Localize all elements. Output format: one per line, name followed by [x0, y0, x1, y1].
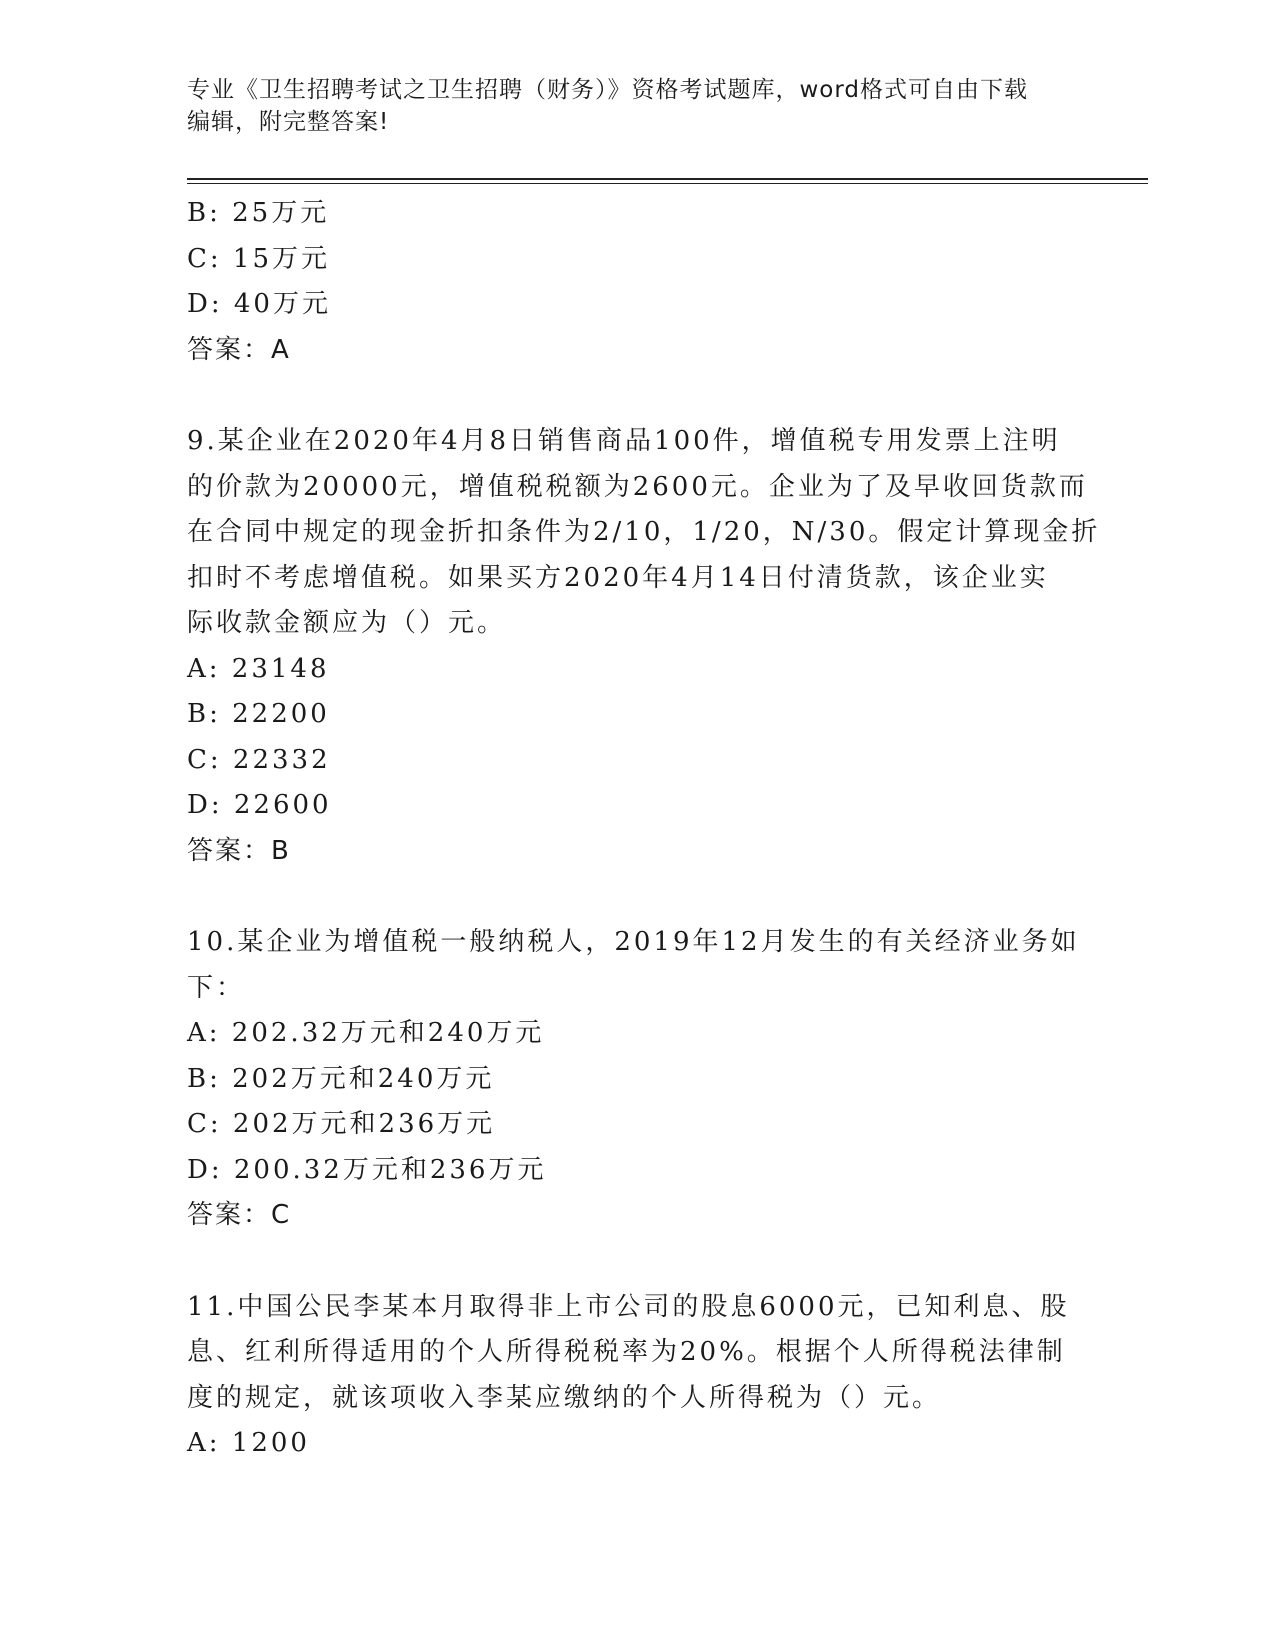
question-stem-line: 扣时不考虑增值税。如果买方2020年4月14日付清货款，该企业实 — [187, 562, 1049, 593]
question-11 — [187, 1285, 1087, 1467]
option-b: B: 25万元 — [187, 198, 330, 228]
option-a: A: 202.32万元和240万元 — [187, 1018, 545, 1048]
spacer — [187, 373, 1087, 419]
document-header — [187, 74, 1087, 138]
answer-line: 答案：A — [187, 334, 291, 365]
option-b: B: 22200 — [187, 699, 330, 729]
header-divider-thick — [187, 178, 1148, 180]
option-d: D: 40万元 — [187, 289, 331, 319]
answer-line: 答案：B — [187, 835, 291, 866]
question-stem-line: 在合同中规定的现金折扣条件为2/10，1/20，N/30。假定计算现金折 — [187, 517, 1101, 547]
header-divider-thin — [187, 183, 1148, 184]
option-a: A: 1200 — [187, 1428, 310, 1458]
answer-line: 答案：C — [187, 1200, 292, 1230]
option-a: A: 23148 — [187, 653, 330, 684]
question-stem-line: 息、红利所得适用的个人所得税税率为20%。根据个人所得税法律制 — [187, 1337, 1066, 1367]
question-9 — [187, 419, 1101, 874]
question-stem-line: 下： — [187, 972, 246, 1003]
question-stem-line: 11.中国公民李某本月取得非上市公司的股息6000元，已知利息、股 — [187, 1291, 1070, 1322]
option-d: D: 22600 — [187, 790, 332, 820]
option-c: C: 202万元和236万元 — [187, 1109, 496, 1139]
question-stem-line: 9.某企业在2020年4月8日销售商品100件，增值税专用发票上注明 — [187, 426, 1061, 456]
header-line-2: 编辑，附完整答案! — [187, 109, 390, 135]
document-body — [187, 191, 1101, 1467]
question-8-tail — [187, 191, 1087, 373]
question-stem-line: 的价款为20000元，增值税税额为2600元。企业为了及早收回货款而 — [187, 471, 1088, 502]
header-line-1: 专业《卫生招聘考试之卫生招聘（财务）》资格考试题库，word格式可自由下载 — [187, 77, 1029, 103]
option-b: B: 202万元和240万元 — [187, 1063, 495, 1094]
option-c: C: 15万元 — [187, 243, 331, 274]
question-10 — [187, 920, 1087, 1239]
question-stem-line: 10.某企业为增值税一般纳税人，2019年12月发生的有关经济业务如 — [187, 927, 1080, 957]
spacer — [187, 1239, 1087, 1285]
spacer — [187, 874, 1087, 920]
question-stem-line: 际收款金额应为（）元。 — [187, 608, 507, 638]
option-c: C: 22332 — [187, 744, 331, 775]
question-stem-line: 度的规定，就该项收入李某应缴纳的个人所得税为（）元。 — [187, 1382, 942, 1413]
option-d: D: 200.32万元和236万元 — [187, 1154, 547, 1185]
